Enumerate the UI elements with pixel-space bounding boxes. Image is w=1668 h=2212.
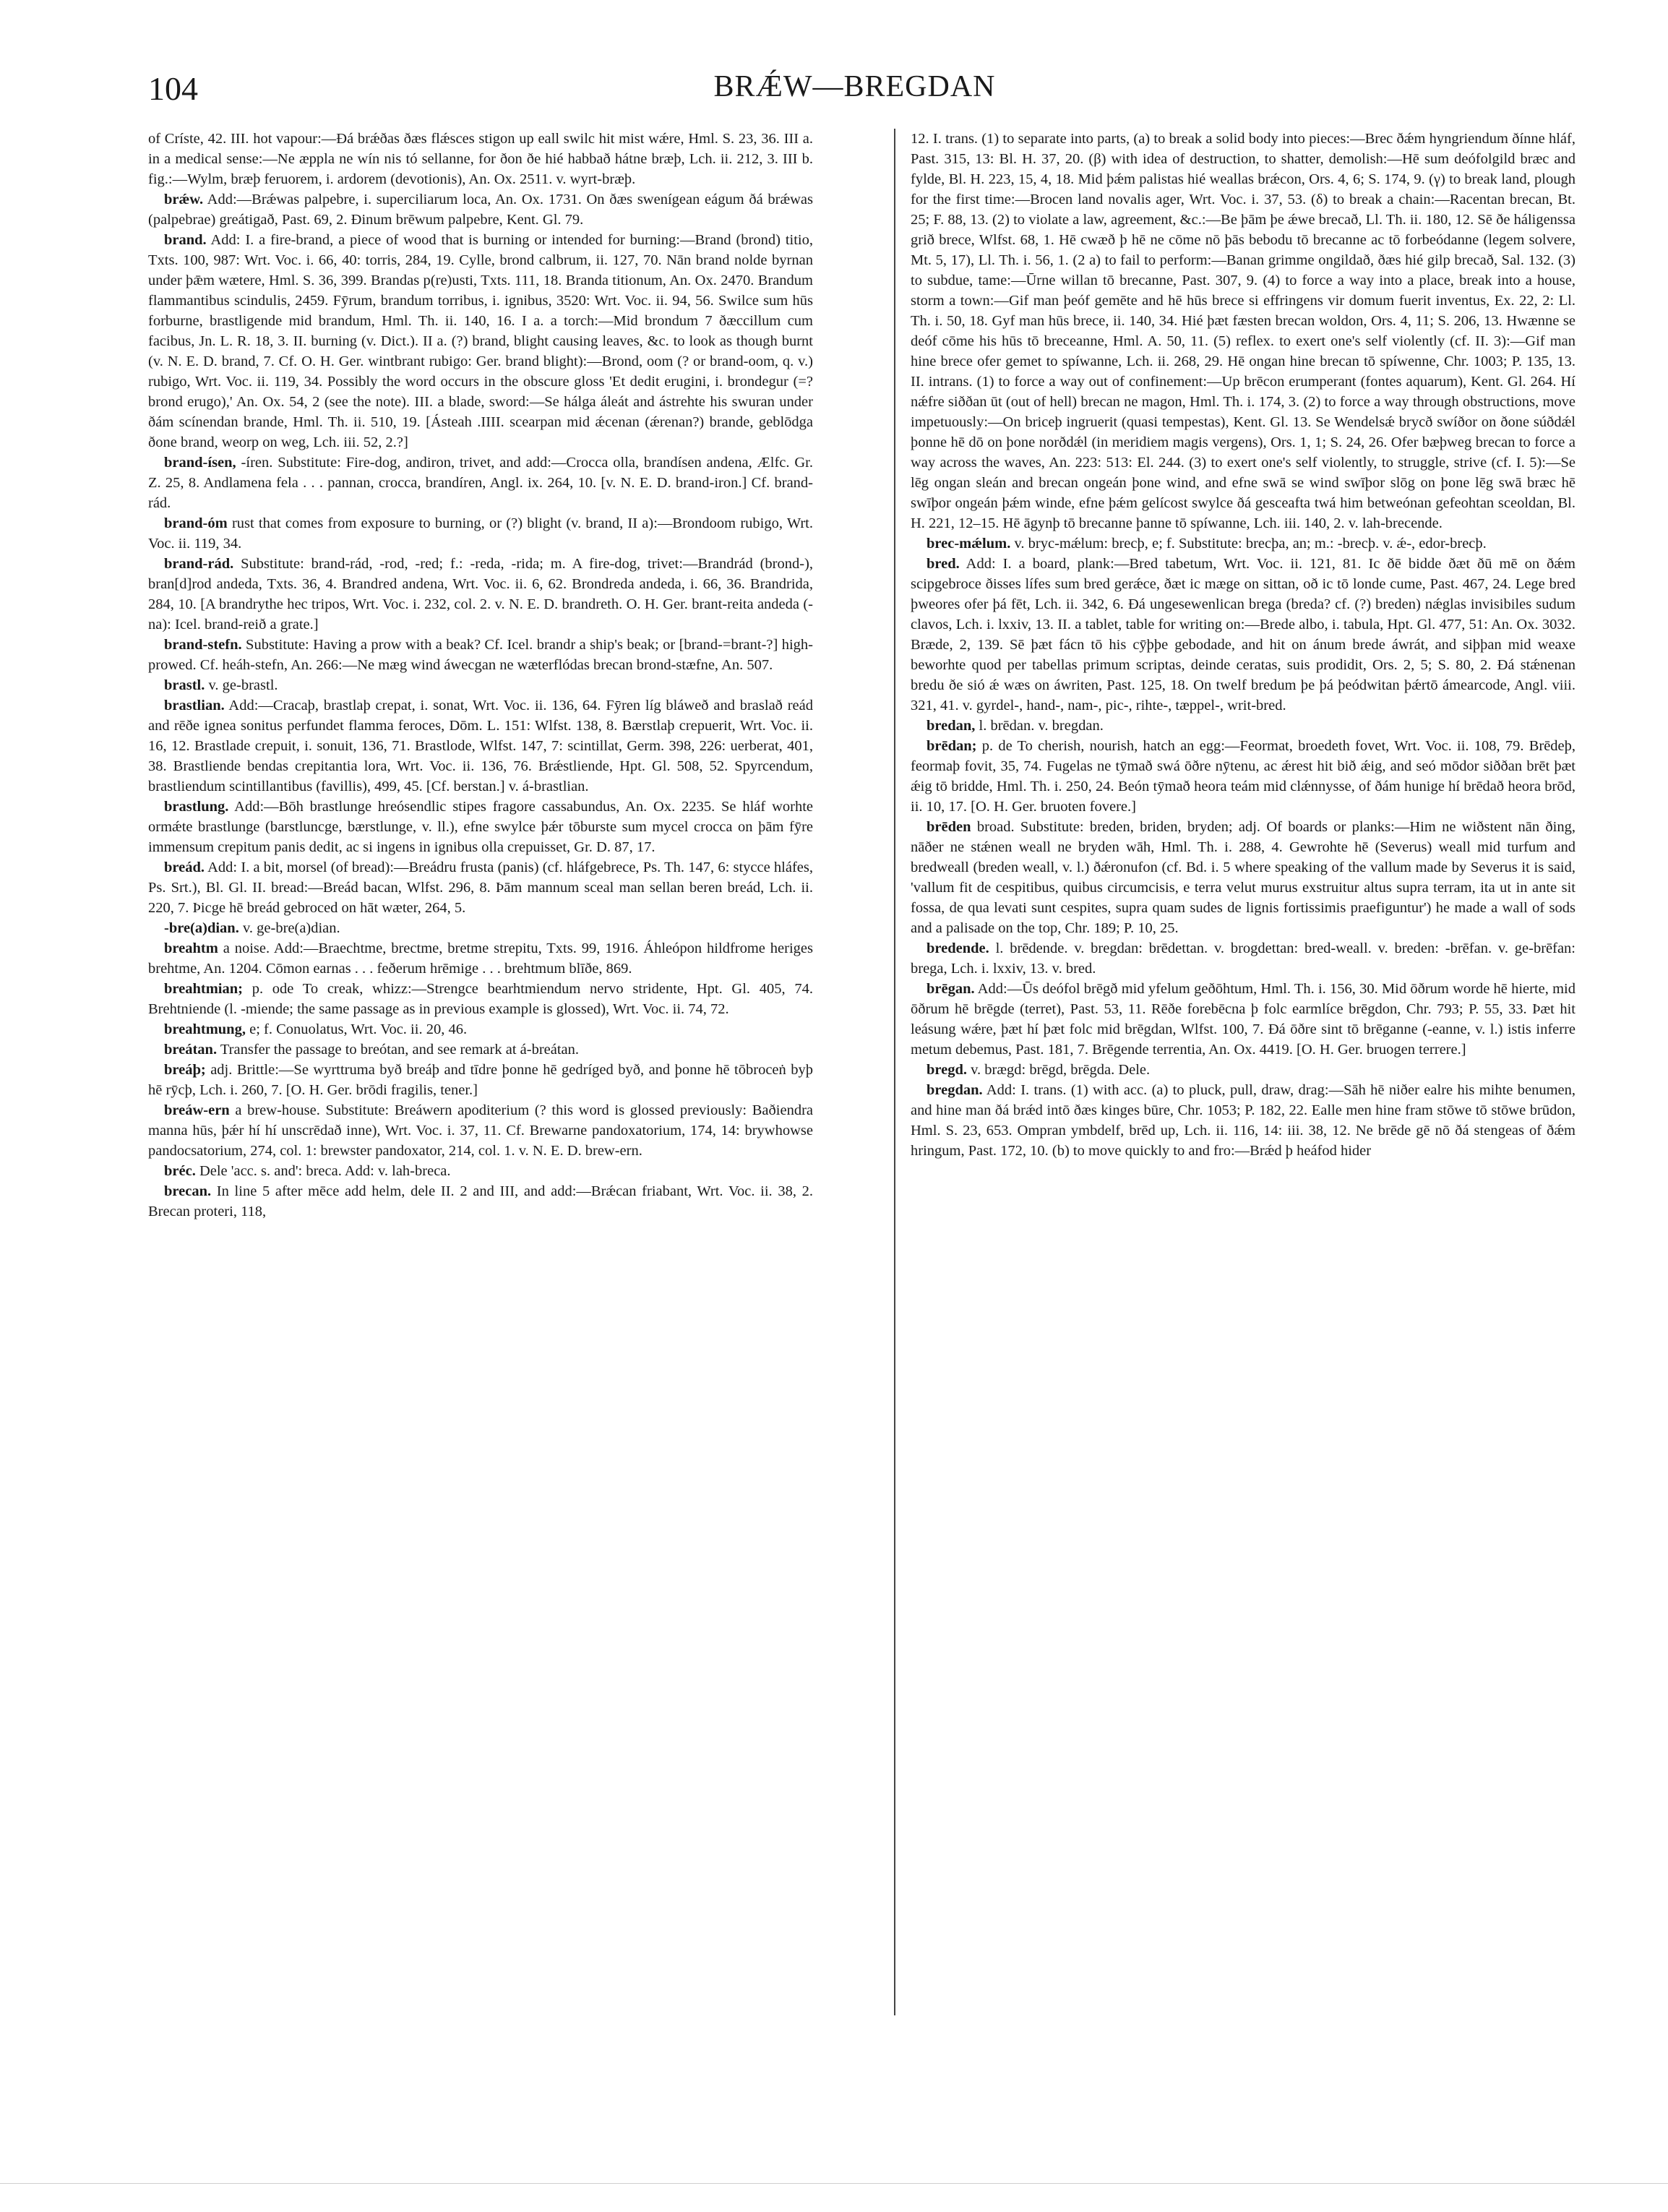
dictionary-entry bbox=[148, 1019, 813, 1039]
entry-text: rust that comes from exposure to burning, or (?) blight (v. brand, II a):—Brondoom rubigo, Wrt. Voc. ii. 119, 34. bbox=[148, 515, 813, 552]
dictionary-entry bbox=[148, 797, 813, 857]
entry-headword: breahtmian; bbox=[164, 981, 243, 997]
entry-text: Add:—Bōh brastlunge hreósendlic stipes fragore cassabundus, An. Ox. 2235. Se hláf worhte ormǽte brastlunge (barstluncge, bærstlunge, v. ll.), efne swylce þǽr tōburste sum mycel crocca on þām fȳre immensum crepitum panis dedit, ac si ingens in ignibus olla crepuisset, Gr. D. 87, 17. bbox=[148, 799, 813, 855]
dictionary-entry bbox=[148, 695, 813, 797]
entry-headword: brand-stefn. bbox=[164, 637, 242, 653]
entry-headword: breáw-ern bbox=[164, 1102, 230, 1118]
dictionary-entry bbox=[148, 675, 813, 695]
entry-headword: brecan. bbox=[164, 1183, 212, 1199]
entry-headword: brastl. bbox=[164, 677, 205, 693]
entry-headword: brēdan; bbox=[927, 738, 977, 754]
dictionary-entry bbox=[148, 1039, 813, 1060]
entry-headword: bred. bbox=[927, 556, 960, 572]
dictionary-entry bbox=[148, 979, 813, 1019]
entry-text: In line 5 after mēce add helm, dele II. 2 and III, and add:—Brǽcan friabant, Wrt. Voc. ii. 38, 2. Brecan proteri, 118, bbox=[148, 1183, 814, 1219]
entry-headword: bregdan. bbox=[927, 1082, 983, 1098]
entry-text: Add: I. a fire-brand, a piece of wood that is burning or intended for burning:—Brand (brond) titio, Txts. 100, 987: Wrt. Voc. i. 66, 40: torris, 284, 19. Cylle, brond calbrum, ii. 127, 70. Nān brand nolde byrnan under þǣm wætere, Hml. S. 36, 399. Brandas p(re)usti, Txts. 111, 18. Branda titionum, An. Ox. 2470. Brandum flammantibus scindulis, 2459. Fȳrum, brandum torribus, i. ignibus, 3520: Wrt. Voc. ii. 94, 56. Swilce sum hūs forburne, brastligende mid brandum, Hml. Th. ii. 140, 16. I a. a torch:—Mid brondum 7 ðæccillum cum facibus, Jn. L. R. 18, 3. II. burning (v. Dict.). II a. (?) brand, blight causing leaves, &c. to look as though burnt (v. N. E. D. brand, 7. Cf. O. H. Ger. wintbrant rubigo: Ger. brand blight):—Brond, oom (? or brand-oom, q. v.) rubigo, Wrt. Voc. ii. 119, 34. Possibly the word occurs in the obscure gloss 'Et dedit erugini, i. brondegur (=? brond erugo),' An. Ox. 54, 2 (see the note). III. a blade, sword:—Se hálga áleát and ástrehte his swuran under ðám scínendan brande, Hml. Th. ii. 510, 19. [Ásteah .IIII. scearpan mid ǽcenan (ǽrenan?) brande, geblōdga ðone brand, weorp on weg, Lch. iii. 52, 2.?] bbox=[148, 232, 813, 450]
entry-headword: bregd. bbox=[927, 1062, 968, 1078]
right-column bbox=[911, 129, 1575, 1161]
column-divider bbox=[894, 129, 895, 2015]
dictionary-entry bbox=[911, 979, 1575, 1060]
entry-text: Dele 'acc. s. and': breca. Add: v. lah-breca. bbox=[199, 1163, 451, 1179]
entry-text: 12. I. trans. (1) to separate into parts, (a) to break a solid body into pieces:—Brec ðǽm hyngriendum ðínne hláf, Past. 315, 13: Bl. H. 37, 20. (β) with idea of destruction, to shatter, demolish:—Hē sum deófolgild bræc and fylde, Bl. H. 223, 15, 4, 18. Mid þǽm palistas hié weallas brǽcon, Ors. 4, 6; S. 174, 9. (γ) to break land, plough for the first time:—Brocen land novalis ager, Wrt. Voc. i. 37, 53. (δ) to break a chain:—Racentan brecan, Bt. 25; F. 88, 13. (2) to violate a law, agreement, &c.:—Be þām þe ǽwe brecað, Ll. Th. ii. 180, 12. Sē ðe háligenssa grið brece, Wlfst. 68, 1. Hē cwæð þ hē ne cōme nō þās bebodu tō brecanne ac tō forbeódanne (legem solvere, Mt. 5, 17), Ll. Th. i. 56, 1. (2 a) to fail to perform:—Banan grimme ongildað, ðæs hié gilp brecað, Sal. 132. (3) to subdue, tame:—Ūrne willan tō brecanne, Past. 307, 9. (4) to force a way into a place, break into a house, storm a town:—Gif man þeóf gemēte and hē hūs brece si effringens vir domum fuerit inventus, Ex. 22, 2: Ll. Th. i. 50, 18. Gyf man hūs brece, ii. 140, 34. Hié þæt fæsten brecan woldon, Ors. 4, 11; S. 206, 13. Hwænne se deóf cōme his hūs tō breceanne, Hml. A. 50, 11. (5) reflex. to exert one's self violently (cf. II. 3):—Gif man hine brece ofer gemet to spíwanne, Lch. ii. 268, 29. Hē ongan hine brecan tō spíwenne, Chr. 1003; P. 135, 13. II. intrans. (1) to force a way out of confinement:—Up brēcon erumperant (fontes aquarum), Kent. Gl. 264. Hí nǽfre siððan ūt (out of hell) brecan ne magon, Hml. Th. i. 174, 3. (2) to force a way through obstructions, move impetuously:—On briceþ ingruerit (quasi tempestas), Kent. Gl. 13. Se Wendelsǽ brycð swíðor on ðone súðdǽl þonne hē dō on þone norðdǽl (in meridiem magis vergens), Ors. 1, 1; S. 24, 26. Ofer bæþweg brecan to force a way across the waves, An. 223: 513: El. 244. (3) to exert one's self violently, to struggle, strive (cf. I. 5):—Se lēg ongan sleán and brecan ongeán þone wind, and efne swā se wind swīþor slōg on þone lēg swā bræc hē swīþor ongeán þǽm winde, efne þǽm gelícost swylce ðá gesceafta twá him betweónan gefeohtan sceoldan, Bl. H. 221, 12–15. Hē āgynþ tō brecanne þanne tō spíwanne, Lch. iii. 140, 2. v. lah-brecende. bbox=[911, 131, 1575, 531]
dictionary-entry bbox=[148, 857, 813, 918]
page-bottom-edge bbox=[0, 2183, 1668, 2184]
entry-text: Add:—Ūs deófol brēgð mid yfelum geðōhtum, Hml. Th. i. 156, 30. Mid ōðrum worde hē hierte, mid ōðrum hē brēgde (terret), Past. 53, 11. Rēðe forebēcna þ folc earmlíce brēgdon, Chr. 793; P. 55, 33. Þæt hit leásung wǽre, þæt hí þæt folc mid brēgdan, Wlfst. 100, 7. Ðá ōðre sint tō brēganne (-eanne, v. l.) istis inferre metum debemus, Past. 181, 7. Brēgende terrentia, An. Ox. 4419. [O. H. Ger. bruogen terrere.] bbox=[911, 981, 1575, 1058]
entry-text: adj. Brittle:—Se wyrttruma byð breáþ and tīdre þonne hē gedríged byð, and þonne hē tōbroceṅ byþ hē rȳcþ, Lch. i. 260, 7. [O. H. Ger. brōdi fragilis, tener.] bbox=[148, 1062, 814, 1098]
dictionary-entry bbox=[148, 1181, 813, 1222]
entry-text: Transfer the passage to breótan, and see remark at á-breátan. bbox=[220, 1042, 580, 1058]
dictionary-entry bbox=[148, 635, 813, 675]
entry-text: Add: I. trans. (1) with acc. (a) to pluck, pull, draw, drag:—Sāh hē niðer ealre his mihte benumen, and hine man ðá brǽd intō ðæs kinges būre, Chr. 1053; P. 182, 22. Ealle men hine fram stōwe tō stōwe brūdon, Hml. S. 23, 653. Ompran ymbdelf, brēd up, Lch. ii. 116, 14: iii. 38, 12. Ne brēde gē nō ðá stengeas of ðǽm hringum, Past. 172, 10. (b) to move quickly to and fro:—Brǽd þ heáfod hider bbox=[911, 1082, 1576, 1159]
entry-text: a brew-house. Substitute: Breáwern apoditerium (? this word is glossed previously: Baðiendra manna hūs, þǽr hí hí unscrēdað inne), Wrt. Voc. i. 37, 11. Cf. Brewarne pandoxatorium, 174, 14: brywhowse pandocsatorium, 274, col. 1: brewster pandoxator, 214, col. 1. v. N. E. D. brew-ern. bbox=[148, 1102, 813, 1159]
dictionary-entry bbox=[911, 533, 1575, 554]
dictionary-entry bbox=[911, 817, 1575, 938]
entry-headword: brastlian. bbox=[164, 698, 225, 713]
entry-headword: brǽw. bbox=[164, 192, 204, 207]
entry-text: p. de To cherish, nourish, hatch an egg:—Feormat, broedeth fovet, Wrt. Voc. ii. 108, 79. Brēdeþ, feormaþ fovit, 35, 74. Fugelas ne tȳmað swá ōðre nȳtenu, ac ǽrest hit bið ǽig, and seó mōdor siððan brēt þæt ǽig tō bridde, Hml. Th. i. 250, 24. Beón tȳmað heora teám mid clǽnnysse, of ðám hunige hí brēdað heora brōd, ii. 10, 17. [O. H. Ger. bruoten fovere.] bbox=[911, 738, 1576, 815]
entry-text: Add:—Cracaþ, brastlaþ crepat, i. sonat, Wrt. Voc. ii. 136, 64. Fȳren líg bláweð and braslað reád and rēðe ignea sonitus perfundet flamma feroces, Dōm. L. 151: Wlfst. 138, 8. Bærstlaþ crepuerit, Wrt. Voc. ii. 16, 12. Brastlade crepuit, i. sonuit, 136, 71. Brastlode, Wlfst. 147, 7: scintillat, Germ. 398, 226: uerberat, 401, 38. Brastliende bendas crepitantia lora, Wrt. Voc. ii. 136, 76. Brǽstliende, Hpt. Gl. 508, 52. Spyrcendum, brastliendum scintillantibus (favillis), 499, 45. [Cf. berstan.] v. á-brastlian. bbox=[148, 698, 813, 794]
entry-text: Add: I. a bit, morsel (of bread):—Breádru frusta (panis) (cf. hláfgebrece, Ps. Th. 147, 6: stycce hláfes, Ps. Srt.), Bl. Gl. II. bread:—Breád bacan, Wlfst. 296, 8. Þām mannum sceal man sellan beren breád, Lch. ii. 220, 7. Þicge hē breád gebroced on hāt wæter, 264, 5. bbox=[148, 859, 813, 916]
entry-headword: bredan, bbox=[927, 718, 976, 734]
entry-headword: brēgan. bbox=[927, 981, 975, 997]
dictionary-entry bbox=[148, 1100, 813, 1161]
dictionary-entry bbox=[911, 129, 1575, 533]
dictionary-entry bbox=[911, 938, 1575, 979]
entry-headword: brand-ísen, bbox=[164, 455, 236, 471]
dictionary-entry bbox=[911, 1060, 1575, 1080]
entry-headword: bredende. bbox=[927, 940, 989, 956]
entry-text: Add: I. a board, plank:—Bred tabetum, Wrt. Voc. ii. 121, 81. Ic ðē bidde ðæt ðū mē on ðǽm scipgebroce ðisses lífes sum bred gerǽce, ðæt ic mæge on sittan, oð ic tō londe cume, Past. 467, 24. Lege bred þweores ofer þá fēt, Lch. ii. 342, 6. Ðá ungesewenlican brega (breda? cf. (?) breden) nǽglas invisibiles sudum clavos, Lch. i. lxxiv, 13. II. a tablet, table for writing on:—Brede albo, i. tabula, Hpt. Gl. 477, 51: An. Ox. 3032. Bræde, 2, 139. Sē þæt fácn tō his cȳþþe gebodade, and hit on ánum brede áwrát, and siþþan mid weaxe beworhte quod per tabellas primum scriptas, deinde ceratas, suis prodidit, Ors. 2, 5; S. 80, 2. Ðá stǽnenan bredu ðe sió ǽ wæs on áwriten, Past. 125, 18. On twelf bredum þe þá þeódwitan þǽrtō ámearcode, Angl. viii. 321, 41. v. gyrdel-, hand-, nam-, pic-, rihte-, tæppel-, writ-bred. bbox=[911, 556, 1575, 713]
entry-text: a noise. Add:—Braechtme, brectme, bretme strepitu, Txts. 99, 1916. Áhleópon hildfrome heriges brehtme, An. 1204. Cōmon earnas . . . feðerum hrēmige . . . brehtmum blīðe, 869. bbox=[148, 940, 813, 977]
entry-text: Add:—Brǽwas palpebre, i. superciliarum loca, An. Ox. 1731. On ðæs swenígean eágum ðá brǽwas (palpebrae) greátigað, Past. 69, 2. Ðinum brēwum palpebre, Kent. Gl. 79. bbox=[148, 192, 813, 228]
running-head: BRǼW—BREGDAN bbox=[713, 70, 996, 103]
entry-text: of Críste, 42. III. hot vapour:—Ðá brǽðas ðæs flǽsces stigon up eall swilc hit mist wǽre, Hml. S. 23, 36. III a. in a medical sense:—Ne æppla ne wín nis tó sellanne, for ðon ðe hié habbað hátne bræþ, Lch. ii. 212, 3. III b. fig.:—Wylm, bræþ feruorem, i. ardorem (devotionis), An. Ox. 2511. v. wyrt-bræþ. bbox=[148, 131, 813, 187]
entry-headword: brec-mǽlum. bbox=[927, 536, 1011, 552]
dictionary-entry bbox=[148, 189, 813, 230]
entry-text: Substitute: brand-rád, -rod, -red; f.: -reda, -rida; m. A fire-dog, trivet:—Brandrád (brond-), bran[d]rod andeda, Txts. 36, 4. Brandred andena, Wrt. Voc. ii. 6, 62. Brondreda andeda, i. 66, 36. Brandrida, 284, 10. [A brandrythe hec tripos, Wrt. Voc. i. 232, col. 2. v. N. E. D. brandreth. O. H. Ger. brant-reita andeda (-na): Icel. brand-reið a grate.] bbox=[148, 556, 813, 633]
dictionary-entry bbox=[148, 918, 813, 938]
entry-headword: breád. bbox=[164, 859, 205, 875]
entry-text: e; f. Conuolatus, Wrt. Voc. ii. 20, 46. bbox=[249, 1021, 468, 1037]
dictionary-entry bbox=[148, 938, 813, 979]
entry-text: l. brēdan. v. bregdan. bbox=[979, 718, 1104, 734]
dictionary-entry bbox=[911, 716, 1575, 736]
entry-text: v. brægd: brēgd, brēgda. Dele. bbox=[971, 1062, 1151, 1078]
entry-headword: brand. bbox=[164, 232, 207, 248]
entry-text: p. ode To creak, whizz:—Strengce bearhtmiendum nervo stridente, Hpt. Gl. 405, 74. Brehtniende (l. -miende; the same passage as in previous example is glossed), Wrt. Voc. ii. 74, 72. bbox=[148, 981, 814, 1017]
entry-text: v. ge-brastl. bbox=[208, 677, 278, 693]
dictionary-entry bbox=[148, 453, 813, 513]
page-number: 104 bbox=[148, 70, 198, 107]
entry-headword: breáþ; bbox=[164, 1062, 206, 1078]
entry-headword: brand-óm bbox=[164, 515, 228, 531]
dictionary-entry bbox=[911, 554, 1575, 716]
entry-headword: bréc. bbox=[164, 1163, 196, 1179]
entry-text: l. brēdende. v. bregdan: brēdettan. v. brogdettan: bred-weall. v. breden: -brēfan. v. ge-brēfan: brega, Lch. i. lxxiv, 13. v. bred. bbox=[911, 940, 1575, 977]
dictionary-entry bbox=[148, 230, 813, 453]
entry-headword: brastlung. bbox=[164, 799, 229, 815]
entry-headword: breátan. bbox=[164, 1042, 218, 1058]
dictionary-entry bbox=[148, 513, 813, 554]
dictionary-entry bbox=[148, 129, 813, 189]
dictionary-entry bbox=[911, 736, 1575, 817]
entry-headword: brand-rád. bbox=[164, 556, 234, 572]
dictionary-entry bbox=[148, 1161, 813, 1181]
dictionary-entry bbox=[148, 554, 813, 635]
entry-text: -íren. Substitute: Fire-dog, andiron, trivet, and add:—Crocca olla, brandísen andena, Ælfc. Gr. Z. 25, 8. Andlamena fela . . . pannan, crocca, brandíren, Angl. ix. 264, 10. [v. N. E. D. brand-iron.] Cf. brand-rád. bbox=[148, 455, 814, 511]
entry-headword: brēden bbox=[927, 819, 971, 835]
page-header bbox=[148, 69, 1561, 113]
entry-text: broad. Substitute: breden, briden, bryden; adj. Of boards or planks:—Him ne wiðstent nān ðing, nāðer ne stǽnen weall ne bryden wāh, Hml. Th. i. 288, 4. Gewrohte hē (Severus) weall mid turfum and bredweall (breden weall, v. l.) ðǽronufon (cf. Bd. i. 5 where speaking of the vallum made by Severus it is said, 'vallum fit de cespitibus, quibus circumcisis, e terra velut murus exstruitur altus supra terram, ita ut in ante sit fossa, de qua levati sunt cespites, supra quam sudes de lignis fortissimis praefiguntur') he made a wall of sods and a palisade on the top, Chr. 189; P. 10, 25. bbox=[911, 819, 1576, 936]
entry-text: v. ge-bre(a)dian. bbox=[242, 920, 340, 936]
entry-headword: -bre(a)dian. bbox=[164, 920, 239, 936]
left-column bbox=[148, 129, 813, 1222]
entry-text: v. bryc-mǽlum: brecþ, e; f. Substitute: brecþa, an; m.: -brecþ. v. ǽ-, edor-brecþ. bbox=[1014, 536, 1487, 552]
entry-headword: breahtm bbox=[164, 940, 218, 956]
entry-headword: breahtmung, bbox=[164, 1021, 246, 1037]
dictionary-entry bbox=[148, 1060, 813, 1100]
dictionary-entry bbox=[911, 1080, 1575, 1161]
entry-text: Substitute: Having a prow with a beak? Cf. Icel. brandr a ship's beak; or [brand-=brant-?] high-prowed. Cf. heáh-stefn, An. 266:—Ne mæg wind áwecgan ne wæterflódas brecan brond-stæfne, An. 507. bbox=[148, 637, 814, 673]
